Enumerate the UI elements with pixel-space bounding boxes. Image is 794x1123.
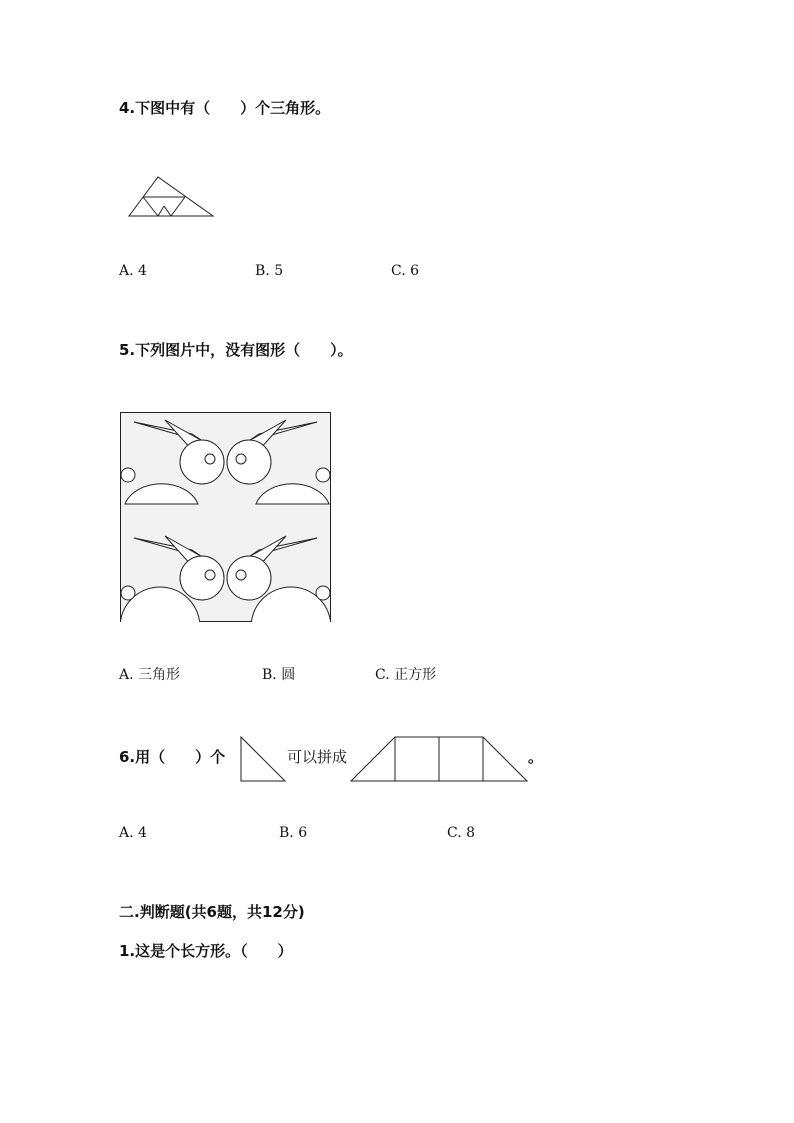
- q6-text-middle: 可以拼成: [287, 748, 348, 766]
- q5-rabbit-picture: [120, 412, 331, 622]
- q6-option-c[interactable]: C. 8: [447, 825, 476, 841]
- q4-option-b[interactable]: B. 5: [255, 263, 284, 279]
- q5-option-b[interactable]: B. 圆: [262, 667, 296, 683]
- q4-triangle-figure: [128, 176, 214, 218]
- q6-option-a[interactable]: A. 4: [119, 825, 147, 841]
- q6-right-triangle-figure: [240, 736, 286, 782]
- q5-option-c[interactable]: C. 正方形: [375, 667, 437, 683]
- q6-text-suffix: 。: [528, 748, 544, 766]
- q6-trapezoid-figure: [350, 736, 528, 782]
- q4-option-c[interactable]: C. 6: [391, 263, 420, 279]
- q6-option-b[interactable]: B. 6: [279, 825, 308, 841]
- q5-text: 5.下列图片中，没有图形（ ）。: [119, 341, 353, 359]
- section2-q1-text: 1.这是个长方形。（ ）: [119, 942, 293, 960]
- q5-option-a[interactable]: A. 三角形: [119, 667, 181, 683]
- q4-text: 4.下图中有（ ）个三角形。: [119, 99, 331, 117]
- q6-text-prefix: 6.用（ ）个: [119, 748, 226, 766]
- q4-option-a[interactable]: A. 4: [119, 263, 147, 279]
- section-title-judgement: 二.判断题(共6题，共12分): [119, 903, 305, 921]
